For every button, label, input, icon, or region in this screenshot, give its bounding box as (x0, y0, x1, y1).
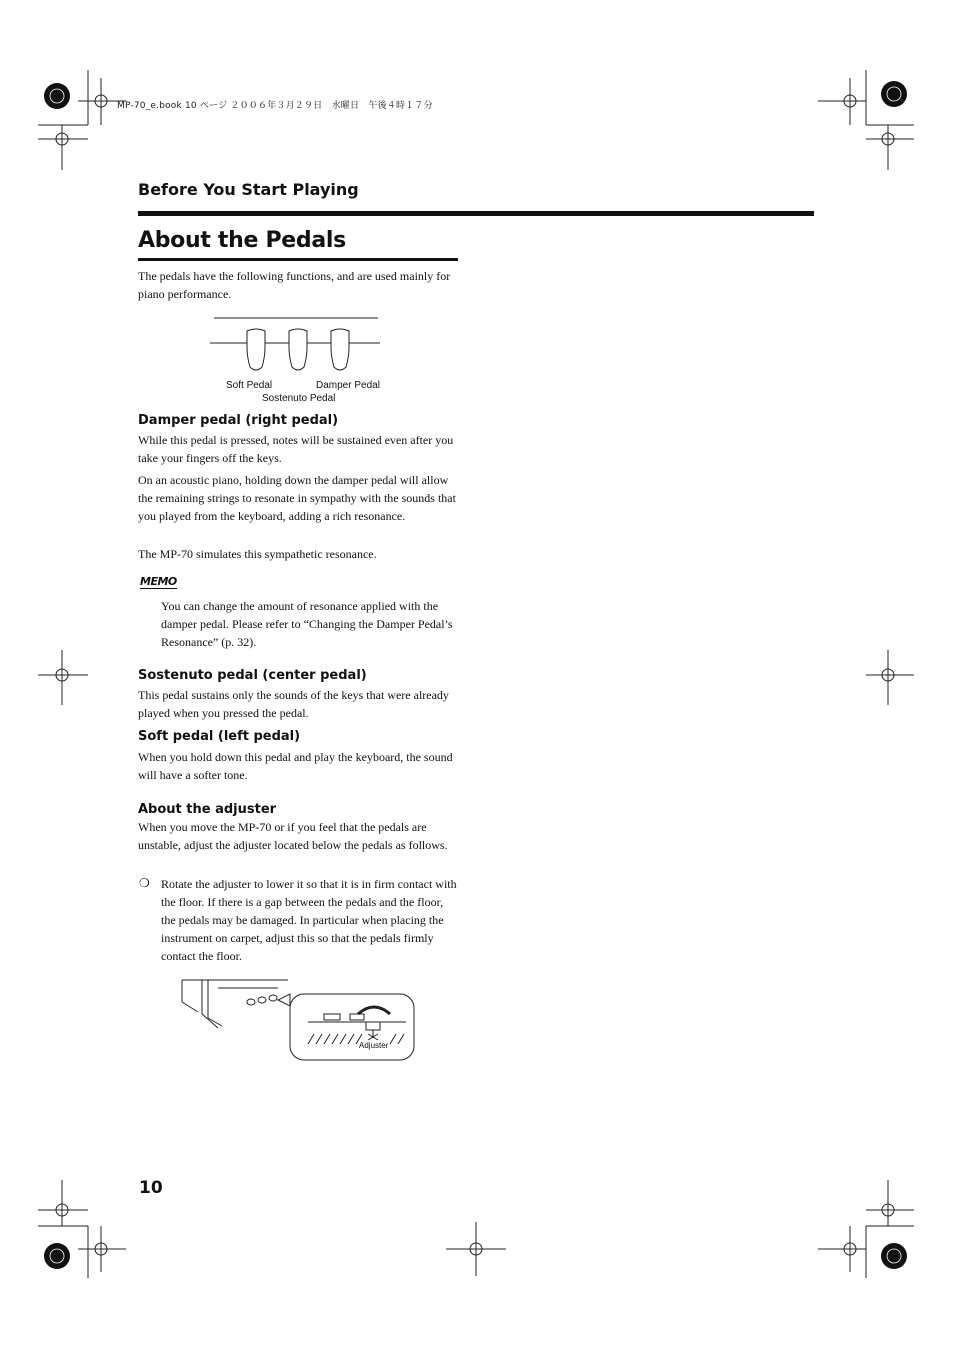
page-title: About the Pedals (138, 228, 346, 253)
adjuster-bullet-text: Rotate the adjuster to lower it so that it is in firm contact with the floor. If there is a gap between the pedals and the floor, the pedals may be damaged. In particular when placing the instrument on carpet, adjust this so that the pedals firmly contact the floor. (161, 877, 457, 963)
section-rule (138, 211, 814, 216)
bullet-symbol: ❍ (139, 876, 150, 890)
pedal-illustration (210, 315, 385, 385)
damper-paragraph-1: While this pedal is pressed, notes will be sustained even after you take your fingers off the keys. (138, 433, 454, 465)
sostenuto-pedal-label: Sostenuto Pedal (262, 393, 336, 404)
adjuster-illustration (178, 976, 418, 1066)
section-heading: Before You Start Playing (138, 180, 359, 199)
intro-paragraph: The pedals have the following functions, and are used mainly for piano performance. (138, 269, 451, 301)
soft-heading: Soft pedal (left pedal) (138, 729, 301, 744)
soft-text: When you hold down this pedal and play the keyboard, the sound will have a softer tone. (138, 750, 453, 782)
sostenuto-heading: Sostenuto pedal (center pedal) (138, 668, 367, 683)
soft-pedal-label: Soft Pedal (226, 380, 273, 391)
file-info-header: MP-70_e.book 10 ページ ２００６年３月２９日 水曜日 午後４時１７分 (117, 101, 433, 111)
page-number: 10 (139, 1178, 163, 1198)
damper-paragraph-3: The MP-70 simulates this sympathetic resonance. (138, 547, 377, 561)
sostenuto-text: This pedal sustains only the sounds of the keys that were already played when you pressed the pedal. (138, 688, 449, 720)
damper-pedal-label: Damper Pedal (316, 380, 380, 391)
adjuster-label: Adjuster (359, 1041, 389, 1050)
memo-badge: MEMO (140, 575, 177, 588)
damper-heading: Damper pedal (right pedal) (138, 413, 339, 428)
adjuster-text: When you move the MP-70 or if you feel that the pedals are unstable, adjust the adjuster located below the pedals as follows. (138, 820, 448, 852)
memo-text: You can change the amount of resonance applied with the damper pedal. Please refer to “Changing the Damper Pedal’s Resonance” (p. 32). (161, 599, 453, 649)
damper-paragraph-2: On an acoustic piano, holding down the damper pedal will allow the remaining strings to resonate in sympathy with the sounds that you played from the keyboard, adding a rich resonance. (138, 473, 456, 523)
adjuster-heading: About the adjuster (138, 802, 277, 817)
title-rule (138, 258, 458, 261)
